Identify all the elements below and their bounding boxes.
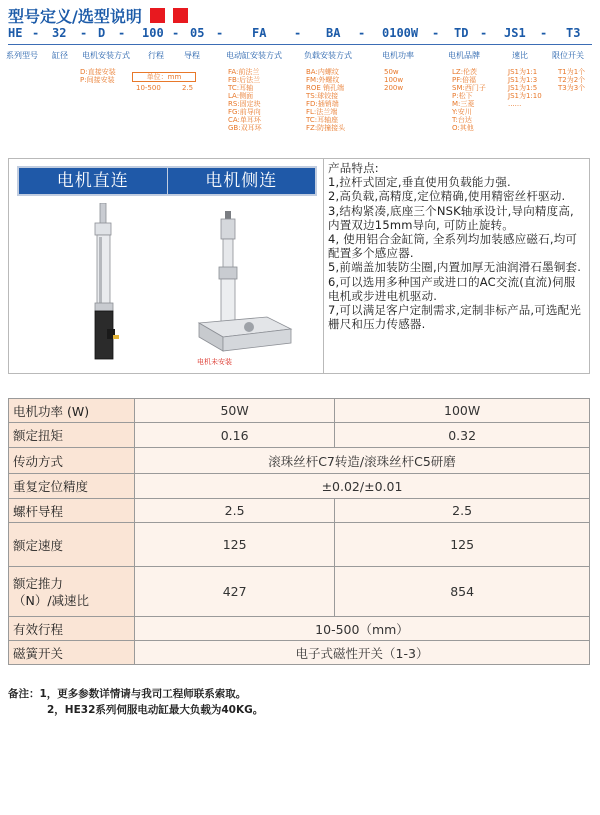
spec-value: 0.16 [135, 423, 335, 448]
thrust-label-line2: （N）/减速比 [13, 592, 90, 608]
spec-value: 854 [335, 567, 590, 617]
lead-value: 2.5 [182, 84, 194, 92]
note-line: 2，HE32系列伺服电动缸最大负载为40KG。 [47, 704, 264, 716]
page-title: 型号定义/选型说明 [8, 7, 142, 26]
feature-item: 7,可以满足客户定制需求,定制非标产品,可选配光栅尺和压力传感器. [328, 303, 582, 332]
feature-item: 4, 使用铝合金缸筒, 全系列均加装感应磁石,均可配置多个感应器. [328, 232, 578, 261]
legend-label: 导程 [184, 51, 200, 60]
legend-label: 电动缸安装方式 [226, 51, 282, 60]
code-load-mount: BA [326, 26, 341, 40]
spec-label: 传动方式 [9, 448, 135, 474]
spec-value: 50W [135, 399, 335, 423]
direct-mount-actuator-image [73, 203, 133, 363]
code-bore: 32 [52, 26, 67, 40]
legend-label: 负载安装方式 [304, 51, 352, 60]
stroke-range: 10-500 [136, 84, 161, 92]
code-sep: - [540, 26, 548, 40]
unit-box: 单位：mm [132, 72, 196, 82]
legend-label: 速比 [512, 51, 528, 60]
code-sep: - [216, 26, 224, 40]
spec-value: 125 [335, 523, 590, 567]
table-row [9, 474, 590, 499]
spec-value: 电子式磁性开关（1-3） [135, 641, 590, 665]
spec-value: 滚珠丝杆C7转造/滚珠丝杆C5研磨 [135, 448, 590, 474]
side-mount-actuator-image [195, 211, 295, 356]
feature-item: 6,可以选用多种国产或进口的AC交流(直流)伺服电机或步进电机驱动. [328, 274, 576, 303]
table-row [9, 617, 590, 641]
note-line: 备注：1，更多参数详情请与我司工程师联系索取。 [8, 688, 247, 700]
code-sep: - [118, 26, 126, 40]
spec-label: 有效行程 [9, 617, 135, 641]
load-mount-options: BA:内螺纹 FM:外螺纹 ROE 销孔端 TS:球铰接 FD:插销端 FL:法兰端 TC:耳轴座 FZ:防撞接头 [306, 68, 346, 132]
code-sep: - [358, 26, 366, 40]
table-row [9, 641, 590, 665]
product-image-area [9, 159, 324, 373]
legend-label: 限位开关 [552, 51, 584, 60]
code-lead: 05 [190, 26, 205, 40]
code-ratio: JS1 [504, 26, 526, 40]
spec-value: 2.5 [335, 499, 590, 523]
spec-value: 125 [135, 523, 335, 567]
legend-label: 系列型号 [6, 51, 38, 60]
motor-mount-options: D:直接安装 P:间接安装 [80, 68, 116, 84]
legend-label: 行程 [148, 51, 164, 60]
legend-label: 电机功率 [382, 51, 414, 60]
spec-table [8, 398, 590, 665]
limit-options: T1为1个 T2为2个 T3为3个 [558, 68, 586, 92]
code-power: 0100W [382, 26, 419, 40]
red-square-icon [173, 8, 188, 23]
spec-value: 2.5 [135, 499, 335, 523]
code-brand: TD [454, 26, 469, 40]
feature-item: 3,结构紧凑,底座三个NSK轴承设计,导向精度高, 内置双边15mm导向, 可防止旋转。 [328, 203, 574, 232]
spec-value: ±0.02/±0.01 [135, 474, 590, 499]
table-row [9, 499, 590, 523]
spec-label: 额定速度 [9, 523, 135, 567]
tab-direct-mount[interactable]: 电机直连 [19, 168, 168, 194]
table-row [9, 423, 590, 448]
thrust-label-line1: 额定推力 [13, 575, 64, 591]
ratio-options: JS1为1:1 JS1为1:3 JS1为1:5 JS1为1:10 ...... [508, 68, 542, 108]
legend-label: 缸径 [52, 51, 68, 60]
brand-options: LZ:伦茨 PF:倍福 SM:西门子 P:松下 M:三菱 Y:安川 T:台达 O:其他 [452, 68, 486, 132]
table-row [9, 567, 590, 617]
notes [8, 686, 263, 718]
legend-label: 电机品牌 [448, 51, 480, 60]
code-limit: T3 [566, 26, 581, 40]
code-stroke: 100 [142, 26, 164, 40]
spec-value: 0.32 [335, 423, 590, 448]
code-sep: - [480, 26, 488, 40]
spec-value: 100W [335, 399, 590, 423]
table-row [9, 448, 590, 474]
spec-label: 电机功率 (W) [9, 399, 135, 423]
red-square-icon [150, 8, 165, 23]
product-features [328, 161, 586, 331]
spec-label [9, 567, 135, 617]
mount-tab-bar [17, 166, 317, 196]
feature-item: 5,前端盖加装防尘圈,内置加厚无油润滑石墨铜套. [328, 260, 582, 275]
spec-label: 额定扭矩 [9, 423, 135, 448]
divider-line [8, 44, 592, 45]
code-sep: - [172, 26, 180, 40]
power-options: 50w 100w 200w [384, 68, 404, 92]
code-series: HE [8, 26, 23, 40]
code-sep: - [80, 26, 88, 40]
spec-label: 重复定位精度 [9, 474, 135, 499]
feature-item: 2,高负载,高精度,定位精确,使用精密丝杆驱动. [328, 189, 566, 204]
tab-side-mount[interactable]: 电机侧连 [205, 171, 278, 191]
features-title: 产品特点: [328, 161, 379, 175]
table-row [9, 399, 590, 423]
table-row [9, 523, 590, 567]
legend-label: 电机安装方式 [82, 51, 130, 60]
feature-item: 1,拉杆式固定,垂直使用负载能力强. [328, 175, 511, 190]
spec-label: 磁簧开关 [9, 641, 135, 665]
spec-value: 10-500（mm） [135, 617, 590, 641]
cylinder-mount-options: FA:前法兰 FB:后法兰 TC:耳轴 LA:侧面 RS:固定块 FG:前导向 CA:单耳环 GB:双耳环 [228, 68, 262, 132]
spec-label: 螺杆导程 [9, 499, 135, 523]
code-cyl-mount: FA [252, 26, 267, 40]
code-motor-mount: D [98, 26, 106, 40]
spec-value: 427 [135, 567, 335, 617]
title-row [8, 4, 188, 27]
image-caption: 电机未安装 [197, 358, 232, 366]
code-sep: - [294, 26, 302, 40]
code-sep: - [32, 26, 40, 40]
code-sep: - [432, 26, 440, 40]
